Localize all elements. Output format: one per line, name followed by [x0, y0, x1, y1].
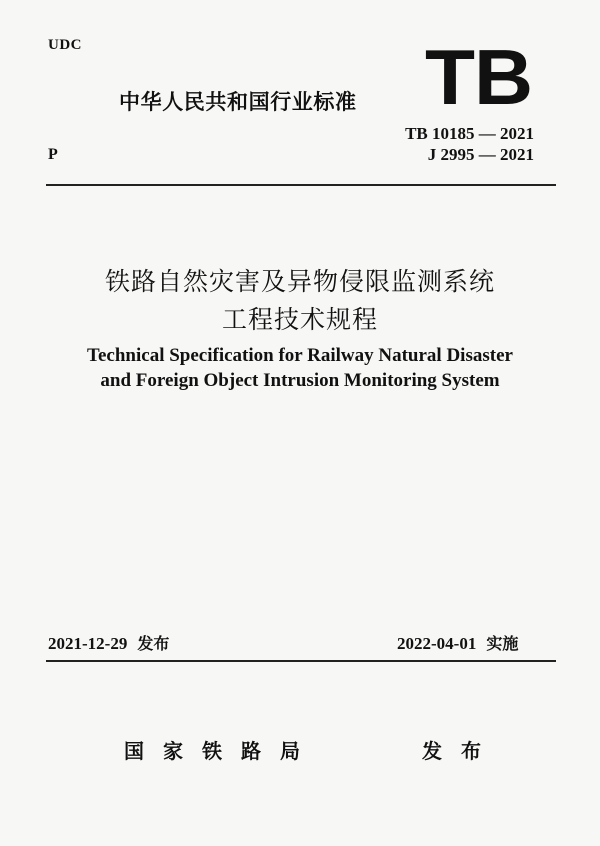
issued-date: 2021-12-29 [48, 634, 128, 653]
issue-verb: 发布 [422, 739, 500, 763]
issued-date-block [48, 631, 169, 654]
top-divider [46, 184, 556, 186]
bottom-divider [46, 660, 556, 662]
issuer-name: 国家铁路局 [124, 739, 319, 763]
standard-code-primary: TB 10185 — 2021 [405, 124, 534, 143]
tb-logo: TB [425, 33, 533, 121]
title-en-line1: Technical Specification for Railway Natural Disaster [87, 345, 513, 366]
title-en-line2: and Foreign Object Intrusion Monitoring System [100, 370, 500, 391]
title-cn-line2: 工程技术规程 [221, 305, 378, 334]
classification-label: P [48, 146, 58, 163]
effective-label: 实施 [486, 634, 519, 653]
udc-label: UDC [48, 37, 82, 53]
issued-label: 发布 [137, 634, 170, 653]
title-cn-line1: 铁路自然灾害及异物侵限监测系统 [104, 267, 495, 296]
effective-date-block [397, 631, 518, 654]
standard-code-secondary: J 2995 — 2021 [427, 145, 534, 164]
industry-standard-title: 中华人民共和国行业标准 [119, 90, 357, 114]
effective-date: 2022-04-01 [397, 634, 477, 653]
